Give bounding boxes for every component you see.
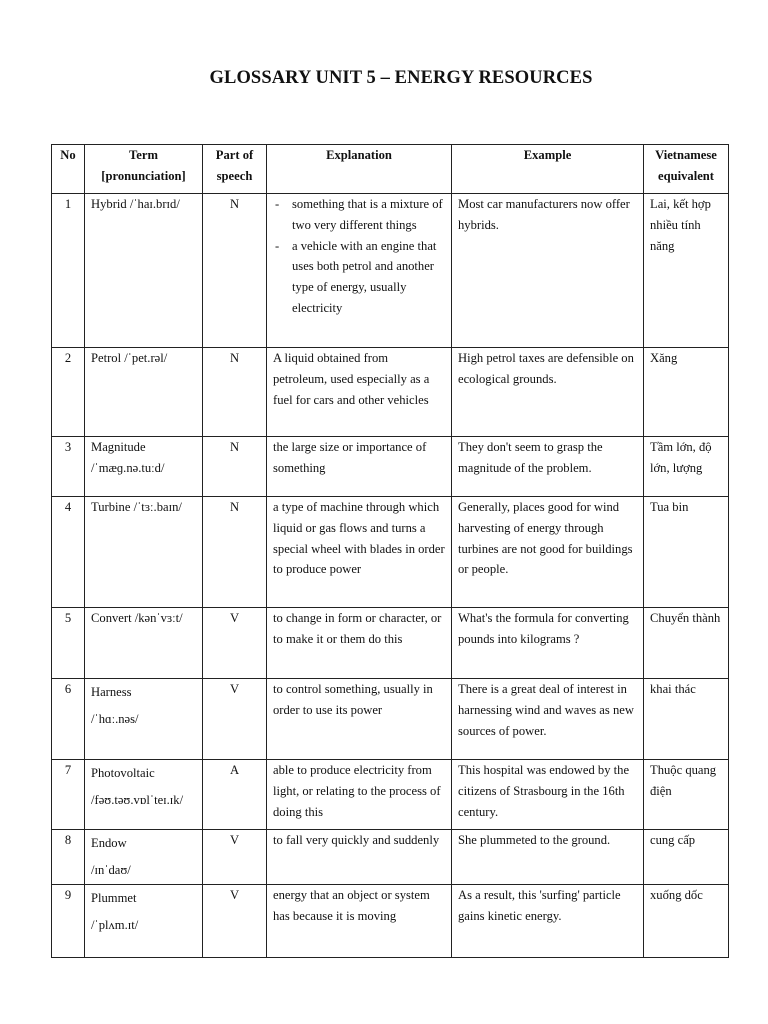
example-cell: What's the formula for converting pounds into kilograms ? bbox=[452, 608, 644, 679]
term-pronunciation: /fəʊ.təʊ.vɒlˈteɪ.ɪk/ bbox=[91, 793, 184, 807]
row-number: 2 bbox=[52, 348, 85, 437]
header-explanation: Explanation bbox=[267, 145, 452, 194]
part-of-speech-cell: N bbox=[203, 194, 267, 348]
part-of-speech-cell: A bbox=[203, 760, 267, 830]
term-cell bbox=[85, 679, 203, 760]
row-number: 8 bbox=[52, 830, 85, 885]
table-row bbox=[52, 760, 729, 830]
vietnamese-cell: Thuộc quang điện bbox=[644, 760, 729, 830]
row-number: 6 bbox=[52, 679, 85, 760]
term-pronunciation: /ˈplʌm.ɪt/ bbox=[91, 918, 139, 932]
table-row bbox=[52, 348, 729, 437]
example-cell: Generally, places good for wind harvesting of energy through turbines are not good for buildings or people. bbox=[452, 497, 644, 608]
term-word: Plummet bbox=[91, 891, 137, 905]
term-word: Endow bbox=[91, 836, 127, 850]
explanation-cell: the large size or importance of something bbox=[267, 437, 452, 497]
term-cell bbox=[85, 760, 203, 830]
row-number: 4 bbox=[52, 497, 85, 608]
part-of-speech-cell: N bbox=[203, 497, 267, 608]
table-header-row bbox=[52, 145, 729, 194]
row-number: 1 bbox=[52, 194, 85, 348]
term-word: Magnitude bbox=[91, 440, 146, 454]
term-cell bbox=[85, 830, 203, 885]
example-cell: Most car manufacturers now offer hybrids. bbox=[452, 194, 644, 348]
table-row bbox=[52, 437, 729, 497]
explanation-item: - a vehicle with an engine that uses both petrol and another type of energy, usually electricity bbox=[273, 236, 445, 319]
explanation-cell: A liquid obtained from petroleum, used especially as a fuel for cars and other vehicles bbox=[267, 348, 452, 437]
explanation-cell: energy that an object or system has because it is moving bbox=[267, 885, 452, 958]
table-row bbox=[52, 885, 729, 958]
term-pronunciation: /ˈmæɡ.nə.tuːd/ bbox=[91, 460, 165, 475]
vietnamese-cell: Tầm lớn, độ lớn, lượng bbox=[644, 437, 729, 497]
header-no: No bbox=[52, 145, 85, 194]
explanation-list bbox=[273, 194, 445, 319]
explanation-cell: to change in form or character, or to make it or them do this bbox=[267, 608, 452, 679]
explanation-cell: to control something, usually in order to use its power bbox=[267, 679, 452, 760]
table-row bbox=[52, 608, 729, 679]
explanation-cell: to fall very quickly and suddenly bbox=[267, 830, 452, 885]
table-row bbox=[52, 679, 729, 760]
glossary-table bbox=[51, 144, 729, 958]
row-number: 9 bbox=[52, 885, 85, 958]
explanation-item: - something that is a mixture of two very different things bbox=[273, 194, 445, 236]
part-of-speech-cell: N bbox=[203, 437, 267, 497]
term-word: Photovoltaic bbox=[91, 766, 155, 780]
vietnamese-cell: cung cấp bbox=[644, 830, 729, 885]
term-cell: Turbine /ˈtɜː.baɪn/ bbox=[85, 497, 203, 608]
vietnamese-cell: Tua bin bbox=[644, 497, 729, 608]
part-of-speech-cell: N bbox=[203, 348, 267, 437]
vietnamese-cell: xuống dốc bbox=[644, 885, 729, 958]
example-cell: This hospital was endowed by the citizens of Strasbourg in the 16th century. bbox=[452, 760, 644, 830]
header-term: Term [pronunciation] bbox=[85, 145, 203, 194]
part-of-speech-cell: V bbox=[203, 679, 267, 760]
part-of-speech-cell: V bbox=[203, 885, 267, 958]
row-number: 5 bbox=[52, 608, 85, 679]
table-row bbox=[52, 497, 729, 608]
term-cell: Petrol /ˈpet.rəl/ bbox=[85, 348, 203, 437]
header-vietnamese: Vietnamese equivalent bbox=[644, 145, 729, 194]
term-cell: Hybrid /ˈhaɪ.brɪd/ bbox=[85, 194, 203, 348]
row-number: 3 bbox=[52, 437, 85, 497]
term-cell bbox=[85, 437, 203, 497]
vietnamese-cell: Lai, kết hợp nhiều tính năng bbox=[644, 194, 729, 348]
table-row bbox=[52, 830, 729, 885]
term-pronunciation: /ˈhɑː.nəs/ bbox=[91, 712, 139, 726]
term-cell bbox=[85, 885, 203, 958]
page-title: GLOSSARY UNIT 5 – ENERGY RESOURCES bbox=[209, 68, 593, 88]
example-cell: As a result, this 'surfing' particle gains kinetic energy. bbox=[452, 885, 644, 958]
example-cell: High petrol taxes are defensible on ecological grounds. bbox=[452, 348, 644, 437]
vietnamese-cell: Chuyển thành bbox=[644, 608, 729, 679]
header-example: Example bbox=[452, 145, 644, 194]
term-cell: Convert /kənˈvɜːt/ bbox=[85, 608, 203, 679]
example-cell: There is a great deal of interest in harnessing wind and waves as new sources of power. bbox=[452, 679, 644, 760]
explanation-cell bbox=[267, 194, 452, 348]
vietnamese-cell: Xăng bbox=[644, 348, 729, 437]
explanation-cell: a type of machine through which liquid or gas flows and turns a special wheel with blades in order to produce power bbox=[267, 497, 452, 608]
vietnamese-cell: khai thác bbox=[644, 679, 729, 760]
example-cell: They don't seem to grasp the magnitude of the problem. bbox=[452, 437, 644, 497]
part-of-speech-cell: V bbox=[203, 608, 267, 679]
part-of-speech-cell: V bbox=[203, 830, 267, 885]
row-number: 7 bbox=[52, 760, 85, 830]
explanation-cell: able to produce electricity from light, or relating to the process of doing this bbox=[267, 760, 452, 830]
term-word: Harness bbox=[91, 685, 132, 699]
example-cell: She plummeted to the ground. bbox=[452, 830, 644, 885]
header-part-of-speech: Part of speech bbox=[203, 145, 267, 194]
term-pronunciation: /ɪnˈdaʊ/ bbox=[91, 863, 131, 877]
table-row bbox=[52, 194, 729, 348]
